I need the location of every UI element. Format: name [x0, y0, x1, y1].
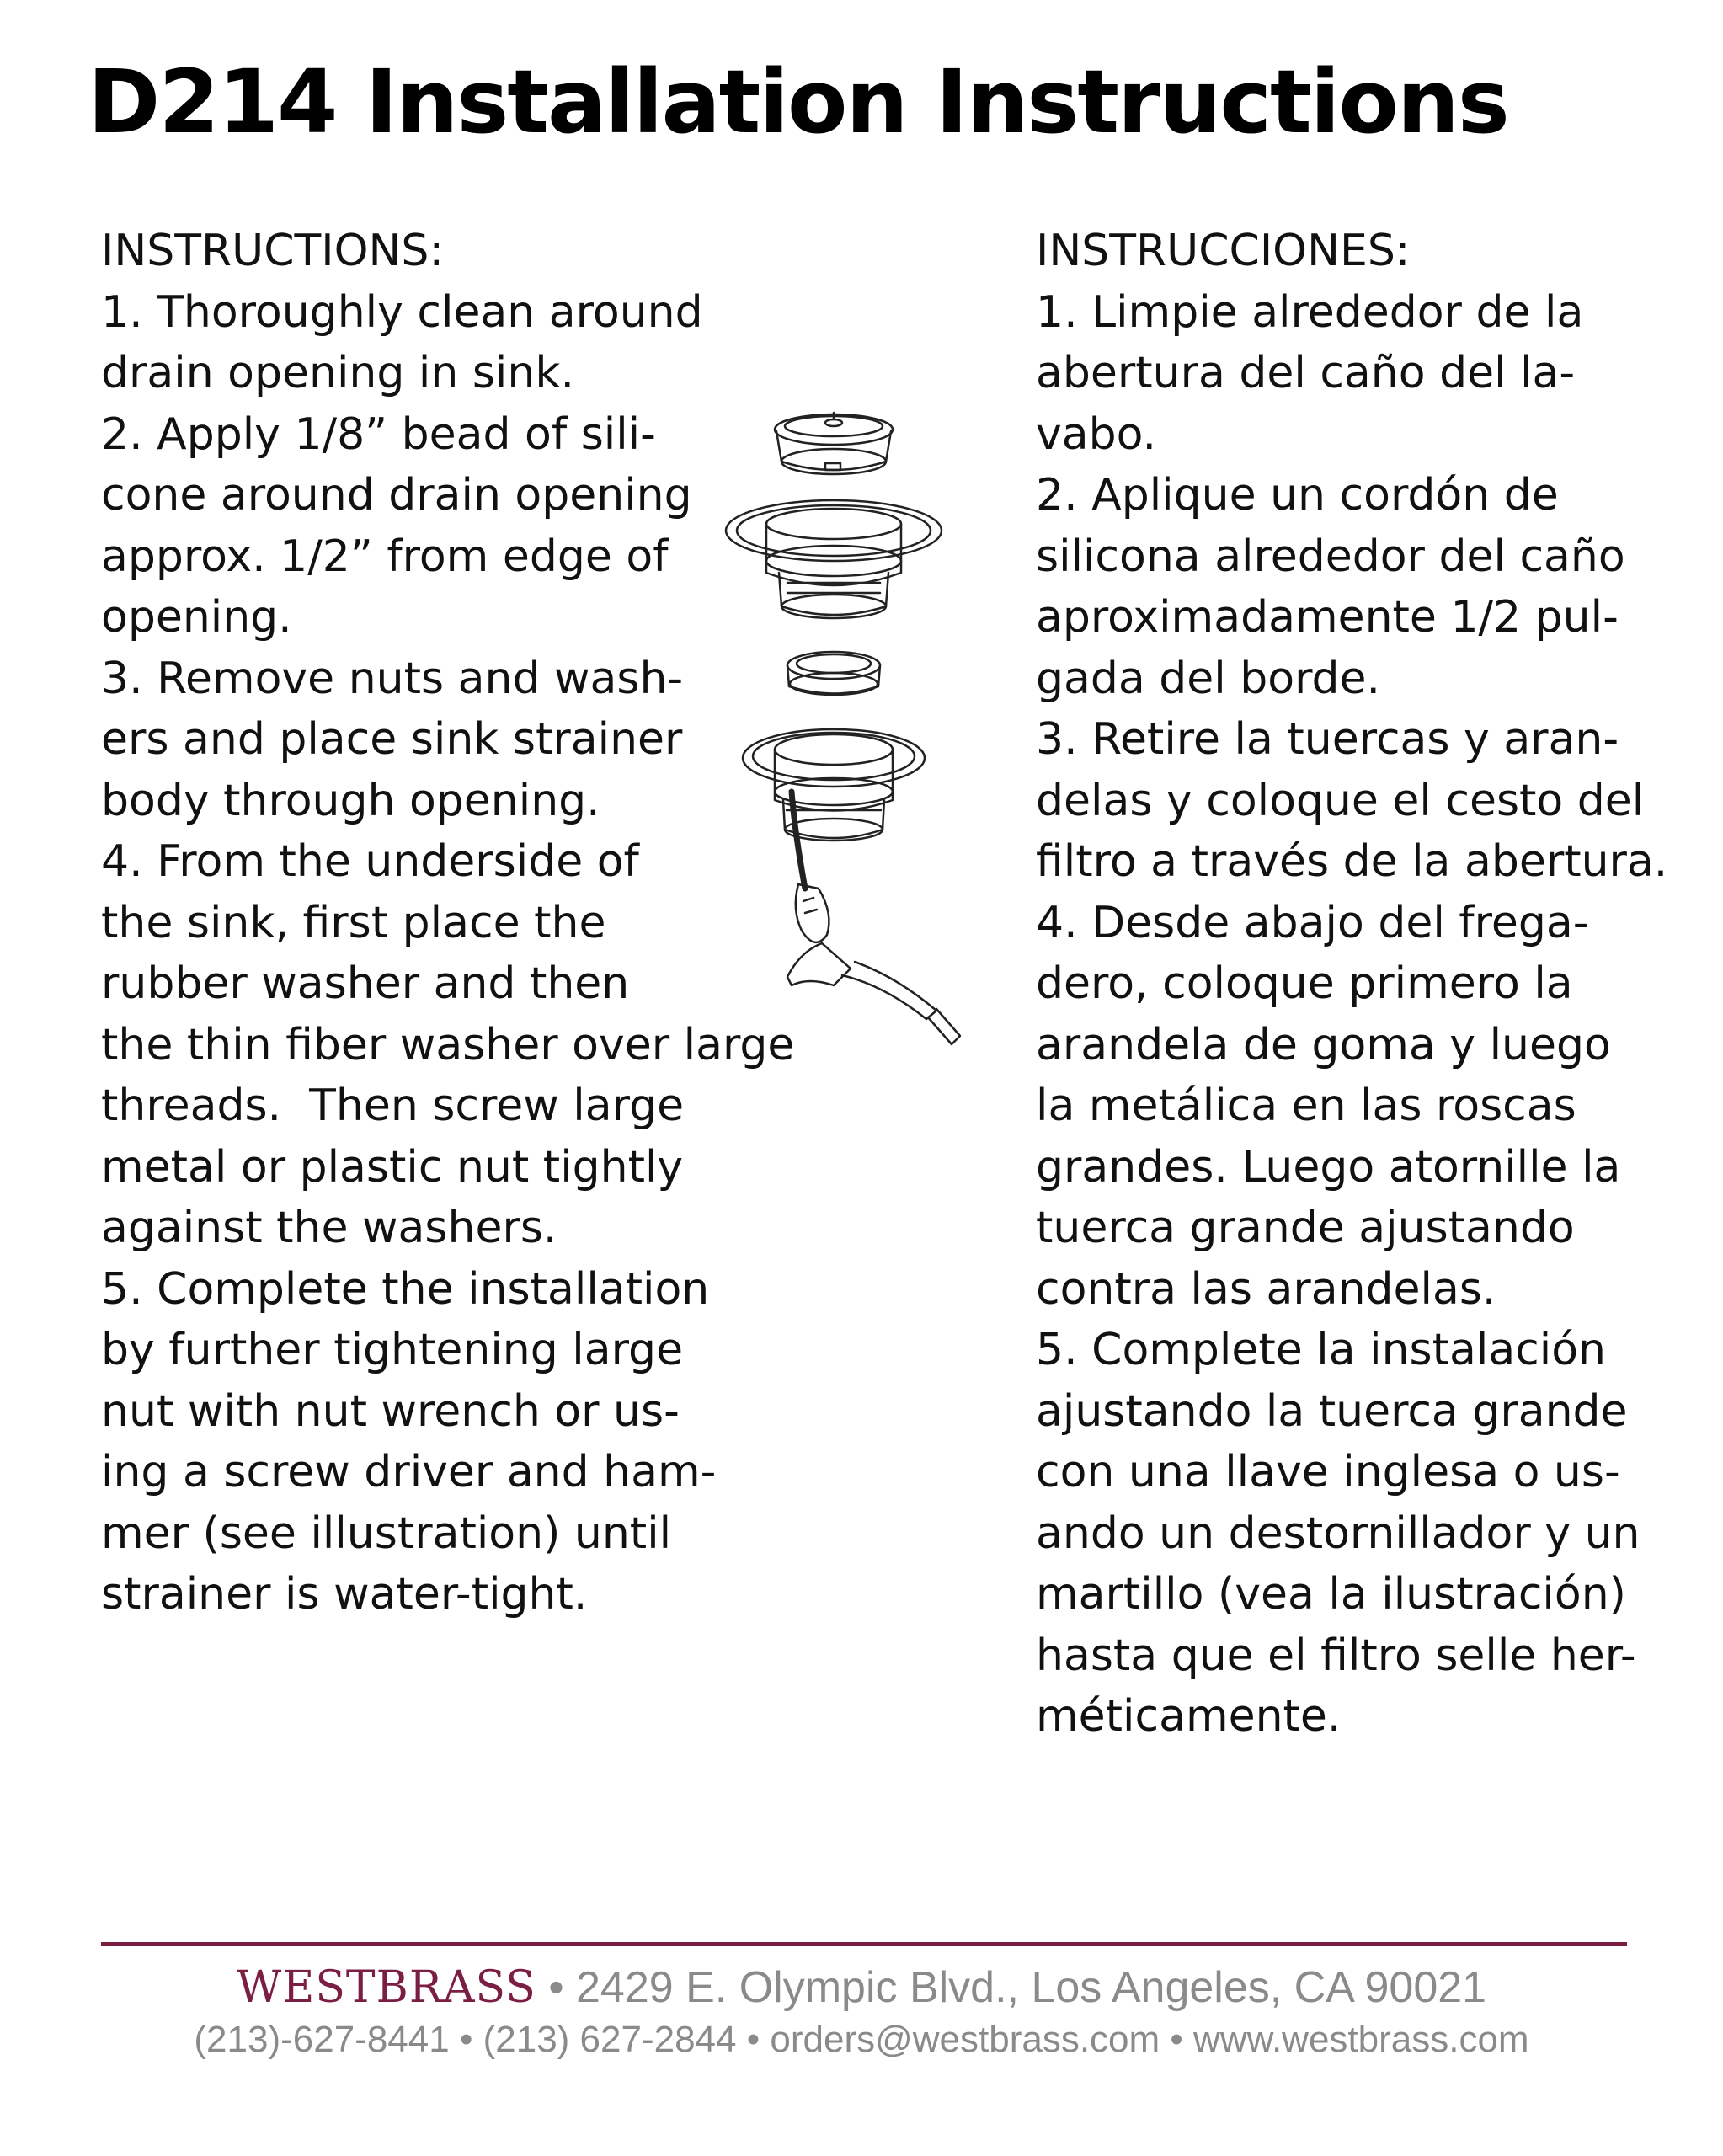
english-line: body through opening. — [101, 775, 600, 826]
english-line: strainer is water-tight. — [101, 1569, 588, 1620]
spanish-line: 3. Retire la tuercas y aran- — [1036, 714, 1619, 765]
footer-phone-2: (213) 627-2844 — [483, 2019, 737, 2060]
english-line: rubber washer and then — [101, 958, 630, 1009]
spanish-line: tuerca grande ajustando — [1036, 1203, 1575, 1253]
spanish-heading: INSTRUCCIONES: — [1036, 226, 1411, 276]
english-heading: INSTRUCTIONS: — [101, 226, 444, 276]
english-line: 1. Thoroughly clean around — [101, 286, 703, 338]
english-line: metal or plastic nut tightly — [101, 1141, 684, 1193]
footer-divider — [101, 1942, 1627, 1946]
spanish-line: delas y coloque el cesto del — [1036, 775, 1645, 826]
brand-name: WESTBRASS — [236, 1962, 536, 2013]
english-line: ing a screw driver and ham- — [101, 1447, 717, 1497]
english-instructions — [101, 221, 795, 1625]
washer-part — [787, 652, 880, 695]
footer-separator: • — [459, 2019, 473, 2060]
spanish-line: vabo. — [1036, 408, 1157, 460]
footer-separator: • — [1170, 2019, 1183, 2060]
footer-email-link[interactable]: orders@westbrass.com — [770, 2019, 1160, 2060]
english-line: 2. Apply 1/8” bead of sili- — [101, 408, 656, 460]
english-line: ers and place sink strainer — [101, 714, 683, 765]
spanish-line: 2. Aplique un cordón de — [1036, 470, 1559, 520]
spanish-line: 5. Complete la instalación — [1036, 1325, 1606, 1375]
spanish-line: aproximadamente 1/2 pul- — [1036, 592, 1619, 643]
spanish-line: ando un destornillador y un — [1036, 1508, 1640, 1559]
english-line: nut with nut wrench or us- — [101, 1385, 680, 1437]
spanish-line: martillo (vea la ilustración) — [1036, 1569, 1626, 1620]
english-line: the sink, first place the — [101, 897, 606, 948]
spanish-line: 1. Limpie alrededor de la — [1036, 286, 1584, 338]
footer-website-link[interactable]: www.westbrass.com — [1193, 2019, 1529, 2060]
footer-address: 2429 E. Olympic Blvd., Los Angeles, CA 90021 — [576, 1963, 1487, 2012]
spanish-line: 4. Desde abajo del frega- — [1036, 897, 1589, 948]
footer-phone-1: (213)-627-8441 — [194, 2019, 450, 2060]
english-line: 5. Complete the installation — [101, 1263, 710, 1315]
spanish-line: filtro a través de la abertura. — [1036, 836, 1668, 887]
english-line: drain opening in sink. — [101, 348, 574, 398]
spanish-line: la metálica en las roscas — [1036, 1081, 1576, 1131]
sink-nut-part — [743, 729, 925, 841]
english-line: cone around drain opening — [101, 470, 692, 520]
english-line: approx. 1/2” from edge of — [101, 531, 669, 582]
hammer-icon — [787, 943, 960, 1044]
english-line: by further tightening large — [101, 1325, 684, 1375]
spanish-line: grandes. Luego atornille la — [1036, 1141, 1621, 1193]
spanish-line: dero, coloque primero la — [1036, 958, 1573, 1009]
spanish-line: con una llave inglesa o us- — [1036, 1447, 1620, 1497]
spanish-line: méticamente. — [1036, 1691, 1342, 1742]
english-line: opening. — [101, 592, 292, 643]
footer-address-line — [0, 1962, 1723, 2013]
strainer-installation-illustration — [707, 396, 968, 1061]
footer-separator: • — [746, 2019, 760, 2060]
english-line: the thin fiber washer over large — [101, 1019, 795, 1070]
spanish-line: gada del borde. — [1036, 653, 1381, 704]
english-line: 3. Remove nuts and wash- — [101, 653, 684, 704]
english-line: threads. Then screw large — [101, 1081, 685, 1131]
spanish-line: hasta que el filtro selle her- — [1036, 1630, 1636, 1681]
spanish-instructions — [1036, 221, 1693, 1748]
spanish-line: ajustando la tuerca grande — [1036, 1385, 1628, 1437]
document-title: D214 Installation Instructions — [88, 51, 1508, 153]
screwdriver-icon — [792, 792, 829, 942]
strainer-cap-part — [775, 413, 893, 474]
spanish-line: contra las arandelas. — [1036, 1263, 1496, 1315]
english-line: 4. From the underside of — [101, 836, 639, 887]
strainer-body-part — [726, 500, 942, 618]
footer-contact-line — [0, 2019, 1723, 2061]
english-line: against the washers. — [101, 1203, 557, 1253]
spanish-line: silicona alrededor del caño — [1036, 531, 1625, 582]
english-line: mer (see illustration) until — [101, 1508, 672, 1559]
footer-separator: • — [548, 1963, 564, 2012]
spanish-line: arandela de goma y luego — [1036, 1019, 1611, 1070]
spanish-line: abertura del caño del la- — [1036, 348, 1576, 398]
